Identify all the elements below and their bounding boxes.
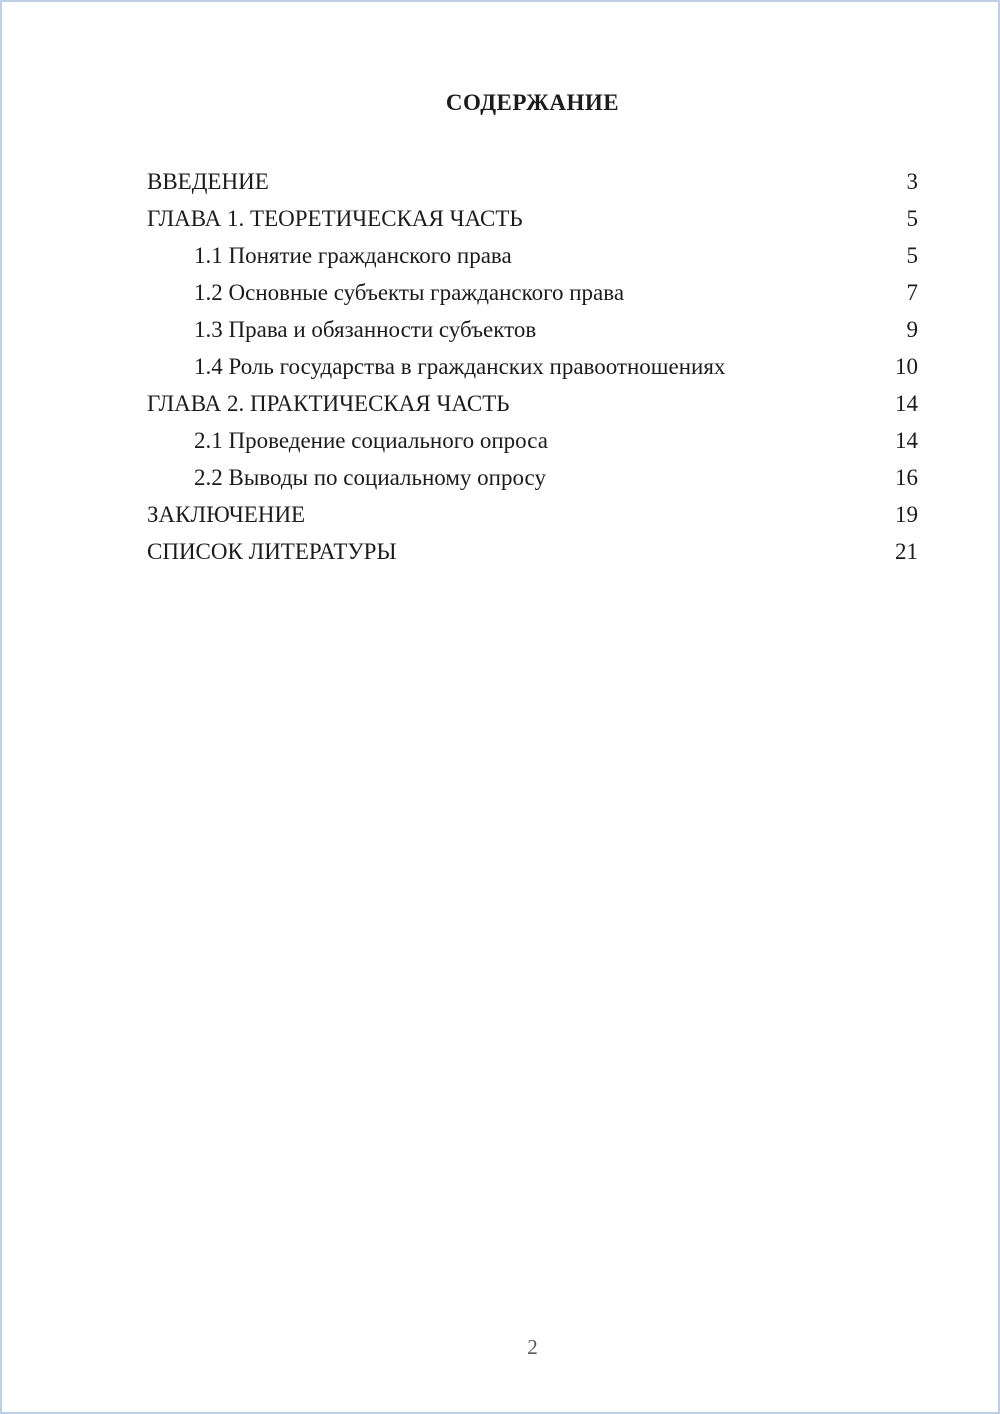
toc-entry-label: 1.1 Понятие гражданского права — [194, 243, 512, 268]
toc-entry-page: 5 — [906, 243, 918, 268]
toc-entry-page: 14 — [895, 391, 918, 416]
toc-entry-page: 3 — [906, 169, 918, 194]
toc-entry-label: 1.2 Основные субъекты гражданского права — [194, 280, 625, 305]
toc-entry — [147, 459, 918, 496]
toc-entry-page: 7 — [906, 280, 918, 305]
toc-entry — [147, 237, 918, 274]
toc-entry — [147, 163, 918, 200]
toc-entry-page: 14 — [895, 428, 918, 453]
toc-entry — [147, 496, 918, 533]
toc-entry — [147, 274, 918, 311]
toc-entry-label: ЗАКЛЮЧЕНИЕ — [147, 502, 306, 527]
toc-entry — [147, 348, 918, 385]
toc-entry — [147, 533, 918, 570]
toc-entry-page: 16 — [895, 465, 918, 490]
toc-entry — [147, 311, 918, 348]
toc-entry-label: ГЛАВА 1. ТЕОРЕТИЧЕСКАЯ ЧАСТЬ — [147, 206, 523, 231]
toc-entry — [147, 422, 918, 459]
toc-entry-label: СПИСОК ЛИТЕРАТУРЫ — [147, 539, 397, 564]
toc-entry-label: 1.4 Роль государства в гражданских правоотношениях — [194, 354, 726, 379]
toc-entry-page: 10 — [895, 354, 918, 379]
toc-list — [147, 163, 918, 570]
toc-entry-label: ВВЕДЕНИЕ — [147, 169, 269, 194]
toc-entry-label: 2.2 Выводы по социальному опросу — [194, 465, 546, 490]
page-title: СОДЕРЖАНИЕ — [445, 90, 620, 115]
toc-entry-label: ГЛАВА 2. ПРАКТИЧЕСКАЯ ЧАСТЬ — [147, 391, 510, 416]
toc-entry-page: 19 — [895, 502, 918, 527]
toc-entry-page: 9 — [906, 317, 918, 342]
toc-entry-page: 21 — [895, 539, 918, 564]
toc-entry-label: 2.1 Проведение социального опроса — [194, 428, 548, 453]
toc-entry-page: 5 — [906, 206, 918, 231]
toc-entry-label: 1.3 Права и обязанности субъектов — [194, 317, 537, 342]
page-number: 2 — [527, 1335, 538, 1359]
toc-entry — [147, 385, 918, 422]
toc-entry — [147, 200, 918, 237]
